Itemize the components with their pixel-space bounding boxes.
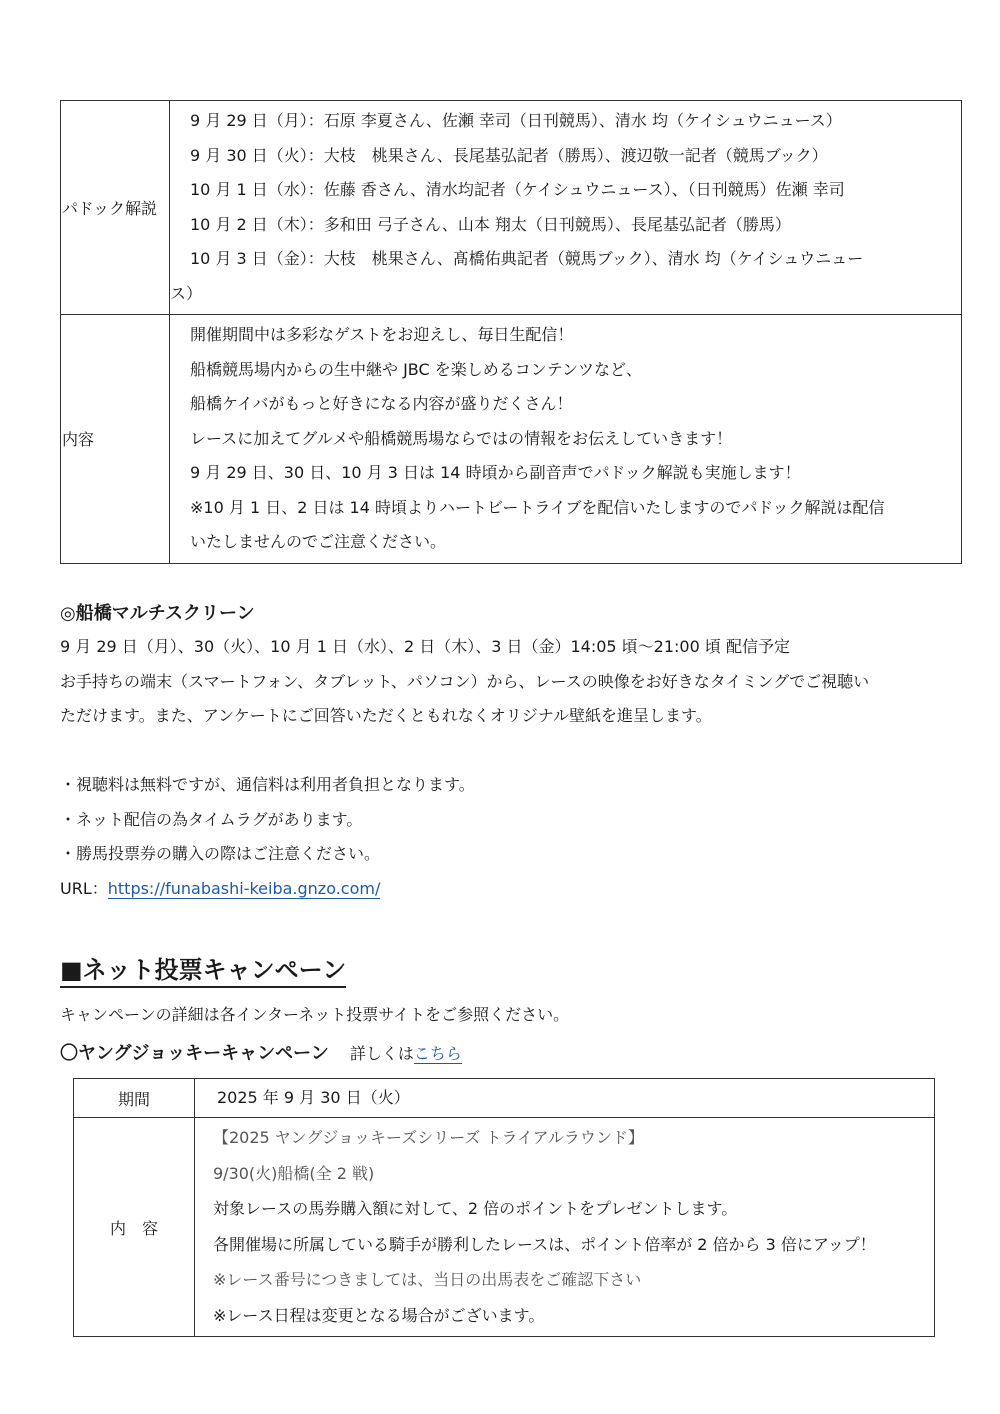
content-line: いたしませんのでご注意ください。 — [190, 532, 447, 551]
detail-link[interactable]: こちら — [413, 1043, 462, 1063]
paddock-line: 10 月 1 日（水）：佐藤 香さん、清水均記者（ケイシュウニュース）、（日刊競馬）佐瀬 幸司 — [190, 180, 845, 199]
content-label: 内容 — [61, 315, 170, 564]
content-line: 開催期間中は多彩なゲストをお迎えし、毎日生配信！ — [190, 325, 574, 344]
description-text: お手持ちの端末（スマートフォン、タブレット、パソコン）から、レースの映像をお好きなタイミングでご視聴い — [60, 671, 870, 691]
table-row — [61, 315, 962, 564]
campaign-line: 各開催場に所属している騎手が勝利したレースは、ポイント倍率が 2 倍から 3 倍にアップ！ — [213, 1234, 876, 1254]
young-jockey-heading: 〇ヤングジョッキーキャンペーン — [60, 1042, 329, 1064]
schedule-text: 9 月 29 日（月）、30（火）、10 月 1 日（水）、2 日（木）、3 日（金）14:05 頃～21:00 頃 配信予定 — [60, 637, 790, 656]
content-line: 9 月 29 日、30 日、10 月 3 日は 14 時頃から副音声でパドック解説も実施します！ — [190, 463, 801, 482]
paddock-line: ス） — [170, 283, 203, 303]
campaign-content-cell — [195, 1118, 935, 1337]
section-heading: ◎船橋マルチスクリーン — [60, 603, 255, 624]
campaign-table — [73, 1078, 935, 1337]
multiscreen-section — [60, 598, 965, 906]
content-line: 船橋ケイバがもっと好きになる内容が盛りだくさん！ — [190, 394, 573, 413]
campaign-heading: ■ネット投票キャンペーン — [60, 950, 346, 988]
campaign-line: ※レース日程は変更となる場合がございます。 — [213, 1305, 545, 1325]
paddock-line: 10 月 2 日（木）：多和田 弓子さん、山本 翔太（日刊競馬）、長尾基弘記者（勝馬） — [190, 214, 791, 234]
detail-prefix: 詳しくは — [349, 1043, 414, 1063]
description-text: ただけます。また、アンケートにご回答いただくともれなくオリジナル壁紙を進呈します。 — [60, 706, 712, 725]
campaign-line: 対象レースの馬券購入額に対して、2 倍のポイントをプレゼントします。 — [213, 1199, 738, 1218]
url-line — [60, 872, 965, 907]
content-label: 内 容 — [74, 1118, 195, 1337]
content-line: ※10 月 1 日、2 日は 14 時頃よりハートビートライブを配信いたしますのでパドック解説は配信 — [190, 497, 885, 517]
period-label: 期間 — [74, 1079, 195, 1118]
paddock-cell — [170, 101, 962, 315]
campaign-line: ※レース番号につきましては、当日の出馬表をご確認下さい — [213, 1270, 642, 1289]
paddock-line: 9 月 29 日（月）：石原 李夏さん、佐瀬 幸司（日刊競馬）、清水 均（ケイシュウニュース） — [190, 111, 842, 130]
spacer — [60, 734, 965, 769]
campaign-section — [60, 998, 965, 1075]
table-row — [74, 1079, 935, 1118]
paddock-line: 10 月 3 日（金）：大枝 桃果さん、髙橋佑典記者（競馬ブック）、清水 均（ケイシュウニュー — [190, 249, 864, 268]
url-link[interactable]: https://funabashi-keiba.gnzo.com/ — [107, 878, 381, 898]
note-item: ・ネット配信の為タイムラグがあります。 — [60, 809, 363, 829]
content-cell — [170, 315, 962, 564]
content-line: 船橋競馬場内からの生中継や JBC を楽しめるコンテンツなど、 — [190, 359, 642, 379]
table-row — [74, 1118, 935, 1337]
paddock-label: パドック解説 — [61, 101, 170, 315]
note-item: ・勝馬投票券の購入の際はご注意ください。 — [60, 844, 381, 863]
content-line: レースに加えてグルメや船橋競馬場ならではの情報をお伝えしていきます！ — [190, 428, 733, 448]
campaign-line: 9/30(火)船橋(全 2 戦) — [213, 1163, 375, 1183]
campaign-intro: キャンペーンの詳細は各インターネット投票サイトをご参照ください。 — [60, 1005, 570, 1024]
period-value — [195, 1079, 935, 1118]
url-label: URL： — [60, 878, 108, 898]
period-text: 2025 年 9 月 30 日（火） — [217, 1088, 410, 1107]
campaign-line: 【2025 ヤングジョッキーズシリーズ トライアルラウンド】 — [213, 1128, 644, 1147]
schedule-table — [60, 100, 962, 564]
table-row — [61, 101, 962, 315]
young-jockey-heading-row — [60, 1033, 965, 1075]
paddock-line: 9 月 30 日（火）：大枝 桃果さん、長尾基弘記者（勝馬）、渡辺敬一記者（競馬ブック） — [190, 145, 828, 165]
note-item: ・視聴料は無料ですが、通信料は利用者負担となります。 — [60, 775, 475, 794]
